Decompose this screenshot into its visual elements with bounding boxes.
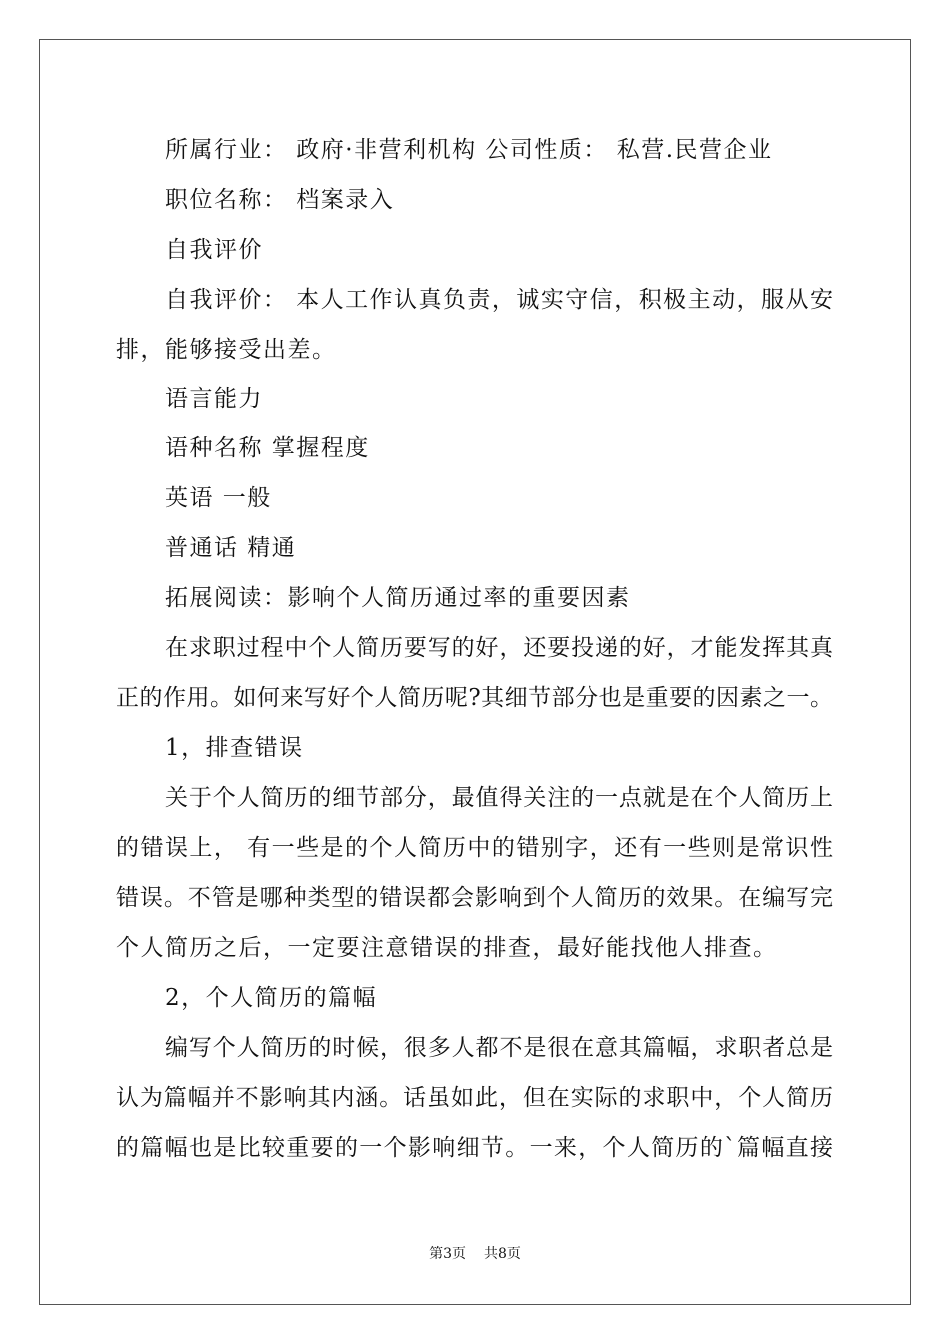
paragraph-2-line-2: 的错误上， 有一些是的个人简历中的错别字，还有一些则是常识性 (116, 835, 833, 861)
industry-company-line: 所属行业： 政府·非营利机构 公司性质： 私营.民营企业 (165, 137, 773, 163)
self-evaluation-heading: 自我评价 (165, 237, 263, 263)
self-evaluation-line-2: 排，能够接受出差。 (116, 337, 337, 363)
extended-reading-title: 拓展阅读：影响个人简历通过率的重要因素 (165, 585, 631, 611)
language-mandarin: 普通话 精通 (165, 535, 297, 561)
page-footer (0, 1245, 950, 1263)
section-2-heading: 2，个人简历的篇幅 (165, 985, 378, 1011)
page-frame (39, 39, 911, 1305)
page-number: 第3页 (429, 1246, 466, 1262)
paragraph-3-line-2: 认为篇幅并不影响其内涵。话虽如此，但在实际的求职中，个人简历 (116, 1085, 833, 1111)
paragraph-2-line-4: 个人简历之后，一定要注意错误的排查，最好能找他人排查。 (116, 935, 778, 961)
language-heading: 语言能力 (165, 386, 263, 412)
paragraph-3-line-1: 编写个人简历的时候，很多人都不是很在意其篇幅，求职者总是 (165, 1035, 833, 1061)
self-evaluation-line-1: 自我评价： 本人工作认真负责，诚实守信，积极主动，服从安 (165, 287, 833, 313)
paragraph-1-line-2: 正的作用。如何来写好个人简历呢?其细节部分也是重要的因素之一。 (116, 685, 833, 711)
paragraph-2-line-3: 错误。不管是哪种类型的错误都会影响到个人简历的效果。在编写完 (116, 885, 833, 911)
page-total: 共8页 (484, 1246, 521, 1262)
section-1-heading: 1，排查错误 (165, 735, 304, 761)
language-english: 英语 一般 (165, 485, 272, 511)
paragraph-3-line-3: 的篇幅也是比较重要的一个影响细节。一来，个人简历的`篇幅直接 (116, 1135, 833, 1161)
paragraph-1-line-1: 在求职过程中个人简历要写的好，还要投递的好，才能发挥其真 (165, 635, 833, 661)
language-table-header: 语种名称 掌握程度 (165, 435, 370, 461)
paragraph-2-line-1: 关于个人简历的细节部分，最值得关注的一点就是在个人简历上 (165, 785, 833, 811)
position-line: 职位名称： 档案录入 (165, 187, 395, 213)
